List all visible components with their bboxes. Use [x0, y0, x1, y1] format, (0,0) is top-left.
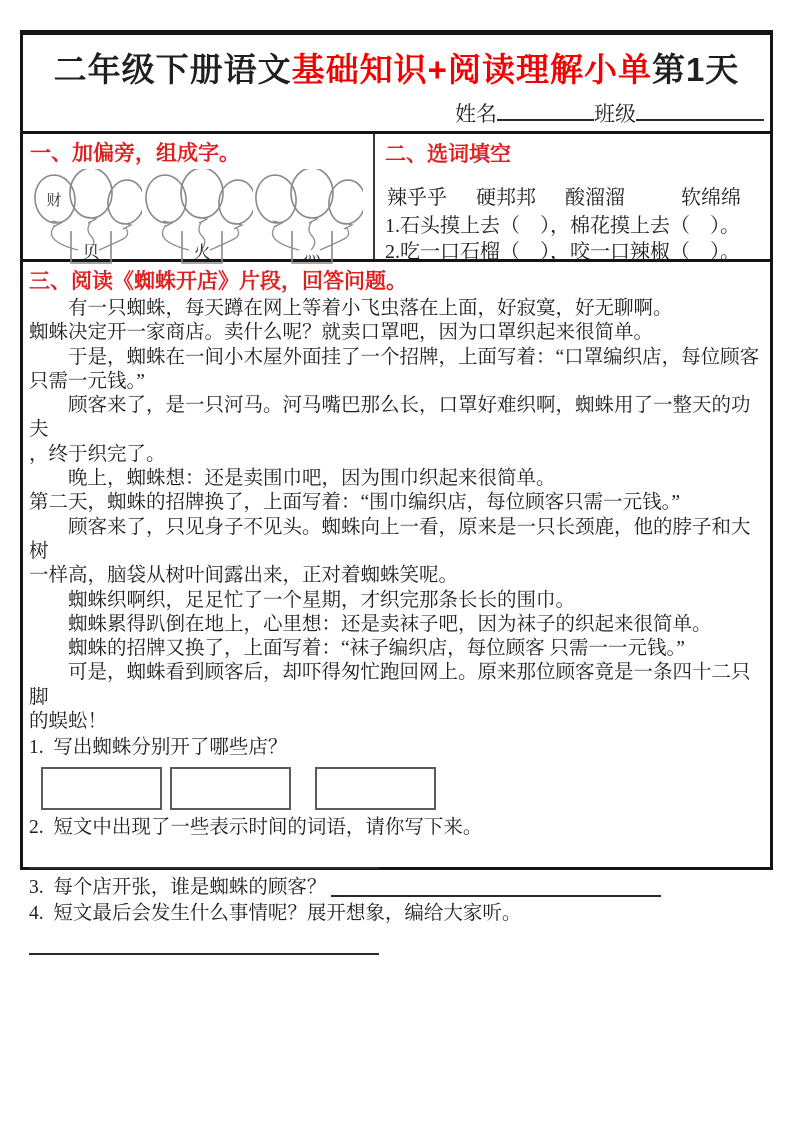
question-2: 2. 短文中出现了一些表示时间的词语，请你写下来。	[29, 817, 483, 839]
passage-line: 蜘蛛的招牌又换了，上面写着：“袜子编织店，每位顾客 只需一一元钱。”	[29, 638, 685, 660]
balloons-illustration	[30, 167, 373, 266]
balloon-string	[273, 225, 300, 250]
passage-line: 的蜈蚣！	[29, 711, 108, 733]
basket-char: 灬	[303, 243, 321, 262]
passage-line: 蜘蛛织啊织，足足忙了一个星期，才织完那条长长的围巾。	[29, 589, 576, 611]
question-1-answer-boxes	[41, 767, 764, 810]
question-3-answer-line[interactable]	[331, 883, 661, 897]
passage-line: 一样高，脑袋从树叶间露出来，正对着蜘蛛笑呢。	[29, 565, 459, 587]
section-1-heading: 一、加偏旁，组成字。	[30, 142, 240, 165]
balloon-string	[99, 227, 128, 250]
answer-box[interactable]	[41, 767, 162, 810]
basket-char: 贝	[82, 243, 100, 262]
word-bank-item: 软绵绵	[681, 187, 741, 209]
question-4-answer-line[interactable]	[29, 941, 379, 955]
fill-in-items	[385, 213, 766, 265]
word-bank	[387, 181, 766, 210]
name-label: 姓名	[455, 102, 497, 126]
section-3-heading: 三、阅读《蜘蛛开店》片段，回答问题。	[29, 270, 407, 293]
fill-in-item: 1.石头摸上去（ ），棉花摸上去（ ）。	[385, 215, 740, 237]
passage-line: 顾客来了，只见身子不见头。蜘蛛向上一看，原来是一只长颈鹿，他的脖子和大树	[29, 516, 751, 562]
question-2-answer-line[interactable]	[29, 855, 379, 869]
passage-line: 可是，蜘蛛看到顾客后，却吓得匆忙跑回网上。原来那位顾客竟是一条四十二只脚	[29, 662, 751, 708]
passage-line: 晚上，蜘蛛想：还是卖围巾吧，因为围巾织起来很简单。	[29, 468, 556, 490]
passage-line: 有一只蜘蛛，每天蹲在网上等着小飞虫落在上面，好寂寞，好无聊啊。	[29, 298, 673, 319]
balloon-string	[52, 225, 79, 250]
word-bank-item: 酸溜溜	[565, 187, 625, 209]
balloon-string	[162, 225, 189, 250]
class-label: 班级	[594, 102, 636, 126]
section-1	[23, 134, 375, 262]
answer-box[interactable]	[315, 767, 436, 810]
worksheet-sheet	[20, 30, 773, 925]
section-3	[23, 259, 770, 925]
balloon-icon	[70, 169, 112, 218]
page-title	[23, 44, 770, 91]
name-field[interactable]	[497, 102, 594, 121]
section-2-heading: 二、选词填空	[385, 143, 511, 166]
passage-line: 顾客来了，是一只河马。河马嘴巴那么长，口罩好难织啊，蜘蛛用了一整天的功夫	[29, 395, 751, 441]
title-part-black2: 第1天	[651, 51, 740, 88]
balloon-group-3	[253, 169, 363, 266]
passage-line: 于是，蜘蛛在一间小木屋外面挂了一个招牌，上面写着：“口罩编织店，每位顾客	[29, 346, 760, 368]
balloon-icon	[291, 169, 333, 218]
two-column-region	[23, 131, 770, 263]
balloon-string	[320, 227, 349, 250]
word-bank-item: 辣乎乎	[387, 187, 447, 209]
passage-line: ，终于织完了。	[29, 443, 166, 465]
question-3: 3. 每个店开张，谁是蜘蛛的顾客？	[29, 877, 332, 899]
title-part-black1: 二年级下册语文	[53, 51, 292, 88]
reading-passage	[29, 297, 764, 734]
passage-line: 蜘蛛决定开一家商店。卖什么呢？就卖口罩吧，因为口罩织起来很简单。	[29, 322, 654, 344]
section-2	[375, 134, 770, 263]
word-bank-item: 硬邦邦	[476, 187, 536, 209]
passage-line: 只需一元钱。”	[29, 370, 145, 392]
class-field[interactable]	[636, 102, 764, 121]
basket-char: 火	[193, 243, 210, 262]
passage-line: 第二天，蜘蛛的招牌换了，上面写着：“围巾编织店，每位顾客只需一元钱。”	[29, 492, 681, 514]
question-1: 1. 写出蜘蛛分别开了哪些店？	[29, 737, 288, 759]
header	[23, 35, 770, 131]
balloon-char: 财	[46, 193, 62, 209]
name-class-row	[23, 98, 770, 128]
answer-box[interactable]	[170, 767, 291, 810]
title-part-red: 基础知识+阅读理解小单	[291, 51, 652, 88]
balloon-string	[210, 227, 239, 250]
balloon-icon	[181, 169, 223, 218]
question-3-row	[29, 874, 764, 900]
passage-line: 蜘蛛累得趴倒在地上，心里想：还是卖袜子吧，因为袜子的织起来很简单。	[29, 613, 712, 635]
question-4: 4. 短文最后会发生什么事情呢？展开想象，编给大家听。	[29, 903, 522, 925]
balloon-group-1	[32, 169, 142, 266]
balloon-group-2	[143, 169, 253, 266]
fill-in-item: 2.吃一口石榴（ ），咬一口辣椒（ ）。	[385, 241, 740, 263]
